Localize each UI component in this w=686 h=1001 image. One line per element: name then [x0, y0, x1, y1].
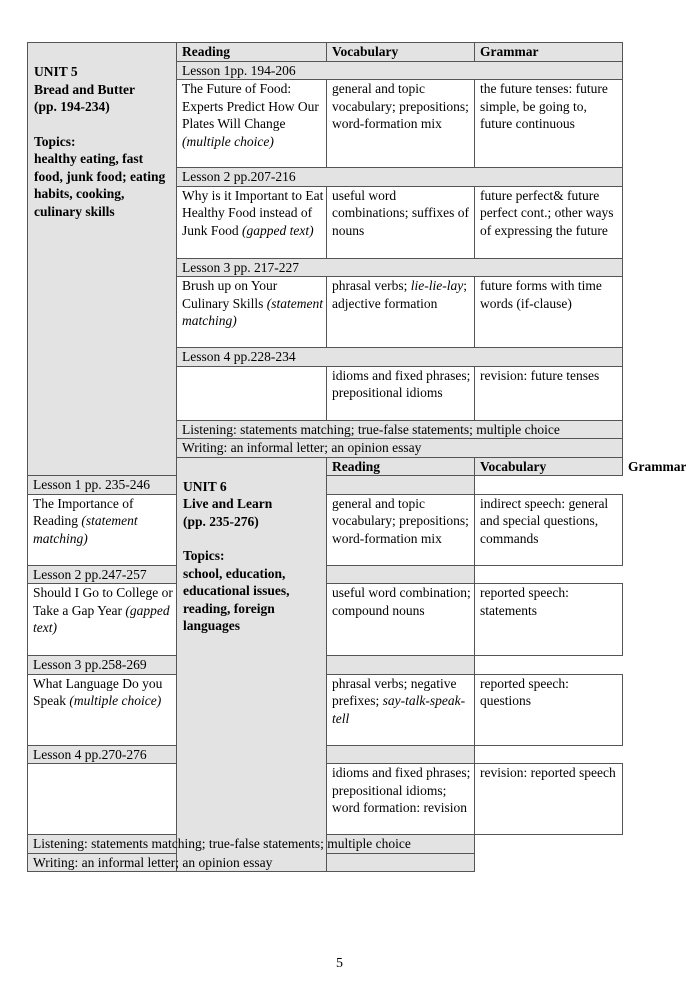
- lesson-label: Lesson 3 pp. 217-227: [177, 258, 623, 277]
- grammar-cell: reported speech: questions: [475, 674, 623, 745]
- unit-name: Bread and Butter: [34, 81, 136, 97]
- unit-title: UNIT 6: [183, 478, 227, 494]
- vocabulary-cell: idioms and fixed phrases; prepositional idioms; word formation: revision: [327, 764, 475, 835]
- listening-row: Listening: statements matching; true-false statements; multiple choice: [177, 420, 623, 439]
- page-number: 5: [336, 956, 343, 971]
- lesson-label: Lesson 2 pp.247-257: [28, 565, 475, 584]
- grammar-cell: future perfect& future perfect cont.; other ways of expressing the future: [475, 186, 623, 258]
- topics-list: school, education, educational issues, reading, foreign languages: [183, 565, 290, 633]
- reading-cell: The Importance of Reading (statement matching): [28, 494, 177, 565]
- writing-row: Writing: an informal letter; an opinion essay: [28, 853, 475, 872]
- reading-cell: [28, 764, 177, 835]
- vocabulary-cell: general and topic vocabulary; prepositions; word-formation mix: [327, 80, 475, 168]
- vocabulary-cell: phrasal verbs; negative prefixes; say-talk-speak-tell: [327, 674, 475, 745]
- grammar-cell: reported speech: statements: [475, 584, 623, 656]
- vocabulary-cell: useful word combination; compound nouns: [327, 584, 475, 656]
- reading-cell: Why is it Important to Eat Healthy Food instead of Junk Food (gapped text): [177, 186, 327, 258]
- topics-label: Topics:: [34, 133, 76, 149]
- header-reading: Reading: [327, 457, 475, 476]
- vocabulary-cell: useful word combinations; suffixes of nouns: [327, 186, 475, 258]
- lesson-label: Lesson 1 pp. 235-246: [28, 476, 475, 495]
- grammar-cell: future forms with time words (if-clause): [475, 277, 623, 348]
- unit-pages: (pp. 235-276): [183, 513, 259, 529]
- reading-cell: What Language Do you Speak (multiple choice): [28, 674, 177, 745]
- vocabulary-cell: general and topic vocabulary; prepositions; word-formation mix: [327, 494, 475, 565]
- grammar-cell: indirect speech: general and special questions, commands: [475, 494, 623, 565]
- reading-cell: [177, 366, 327, 420]
- lesson-label: Lesson 3 pp.258-269: [28, 656, 475, 675]
- vocabulary-cell: phrasal verbs; lie-lie-lay; adjective formation: [327, 277, 475, 348]
- header-row: UNIT 6 Live and Learn (pp. 235-276) Topics: school, education, educational issues, reading, foreign languages Reading Vocabulary Grammar: [28, 457, 623, 476]
- grammar-cell: the future tenses: future simple, be going to, future continuous: [475, 80, 623, 168]
- reading-cell: Brush up on Your Culinary Skills (statement matching): [177, 277, 327, 348]
- unit-name: Live and Learn: [183, 496, 273, 511]
- topics-list: healthy eating, fast food, junk food; eating habits, cooking, culinary skills: [34, 151, 166, 219]
- vocabulary-cell: idioms and fixed phrases; prepositional idioms: [327, 366, 475, 420]
- header-vocabulary: Vocabulary: [475, 457, 623, 476]
- grammar-cell: revision: future tenses: [475, 366, 623, 420]
- listening-row: Listening: statements matching; true-false statements; multiple choice: [28, 835, 475, 854]
- grammar-cell: revision: reported speech: [475, 764, 623, 835]
- topics-label: Topics:: [183, 548, 225, 563]
- header-grammar: Grammar: [475, 43, 623, 62]
- reading-cell: The Future of Food: Experts Predict How Our Plates Will Change (multiple choice): [177, 80, 327, 168]
- syllabus-table: [27, 42, 686, 872]
- lesson-label: Lesson 2 pp.207-216: [177, 168, 623, 187]
- lesson-label: Lesson 4 pp.228-234: [177, 348, 623, 367]
- header-vocabulary: Vocabulary: [327, 43, 475, 62]
- unit-pages: (pp. 194-234): [34, 99, 110, 114]
- header-reading: Reading: [177, 43, 327, 62]
- lesson-label: Lesson 4 pp.270-276: [28, 745, 475, 764]
- unit-title: UNIT 5: [34, 64, 78, 79]
- lesson-label: Lesson 1pp. 194-206: [177, 61, 623, 80]
- unit-info: [28, 43, 177, 476]
- reading-cell: Should I Go to College or Take a Gap Year (gapped text): [28, 584, 177, 656]
- writing-row: Writing: an informal letter; an opinion essay: [177, 439, 623, 458]
- header-row: [28, 43, 623, 62]
